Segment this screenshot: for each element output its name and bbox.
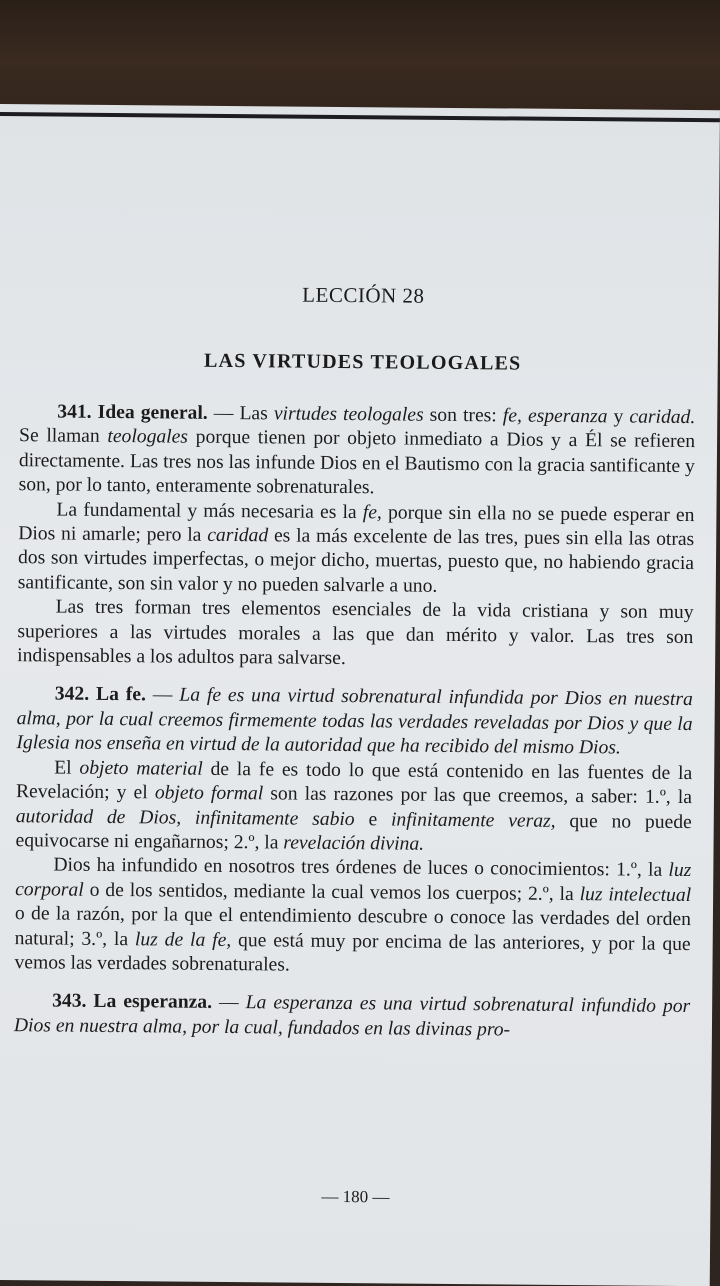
section-heading: La fe. — [95, 684, 147, 706]
page-number: — 180 — — [321, 1186, 390, 1207]
paragraph-343-1: 343. La esperanza. — La esperanza es una virtud sobrenatural infundido por Dios en nuestra alma, por la cual, fundados en las divinas pro- — [13, 990, 691, 1041]
top-rule — [0, 112, 720, 122]
book-page — [0, 104, 720, 1286]
section-heading: Idea general. — [97, 401, 208, 424]
paragraph-341-1: 341. Idea general. — Las virtudes teologales son tres: fe, esperanza y caridad. Se llaman teologales porque tienen por objeto inmediato a Dios y a Él se refieren directamente. Las tres nos las infunde Dios en el Bautismo con la gracia santificante y son, por lo tanto, enteramente sobrenaturales. — [18, 401, 696, 499]
page-title: LAS VIRTUDES TEOLOGALES — [203, 349, 522, 375]
paragraph-341-3: Las tres forman tres elementos esenciales de la vida cristiana y son muy superiores a las virtudes morales a las que dan mérito y valor. Las tres son indispensables a los adultos para salvarse. — [17, 596, 694, 670]
paragraph-342-3: Dios ha infundido en nosotros tres órdenes de luces o conocimientos: 1.º, la luz corporal o de los sentidos, mediante la cual vemos los cuerpos; 2.º, la luz intelectual o de la razón, por la que el entendimiento descubre o conoce las verdades del orden natural; 3.º, la luz de la fe, que está muy por encima de las anteriores, y por la que vemos las verdades sobrenaturales. — [14, 854, 692, 976]
lesson-header: LECCIÓN 28 — [302, 282, 425, 308]
page-body — [14, 400, 696, 1044]
section-number: 342. — [54, 683, 90, 706]
paragraph-342-1: 342. La fe. — La fe es una virtud sobrenatural infundida por Dios en nuestra alma, por la cual creemos firmemente todas las verdades reveladas por Dios y que la Iglesia nos enseña en virtud de la autoridad que ha recibido del mismo Dios. — [16, 683, 693, 759]
section-heading: La esperanza. — [93, 991, 213, 1014]
paragraph-341-2: La fundamental y más necesaria es la fe, porque sin ella no se puede esperar en Dios ni amarle; pero la caridad es la más excelente de las tres, pues sin ella las otras dos son virtudes imperfectas, o mejor dicho, muertas, puesto que, no habiendo gracia santificante, son sin valor y no pueden salvarle a uno. — [17, 499, 695, 597]
paragraph-342-2: El objeto material de la fe es todo lo que está contenido en las fuentes de la Revelación; y el objeto formal son las razones por las que creemos, a saber: 1.º, la autoridad de Dios, infinitamente sabio e infinitamente veraz, que no puede equivocarse ni engañarnos; 2.º, la revelación divina. — [15, 757, 693, 855]
table-background — [0, 0, 720, 112]
section-number: 341. — [57, 401, 92, 423]
section-number: 343. — [52, 990, 87, 1013]
